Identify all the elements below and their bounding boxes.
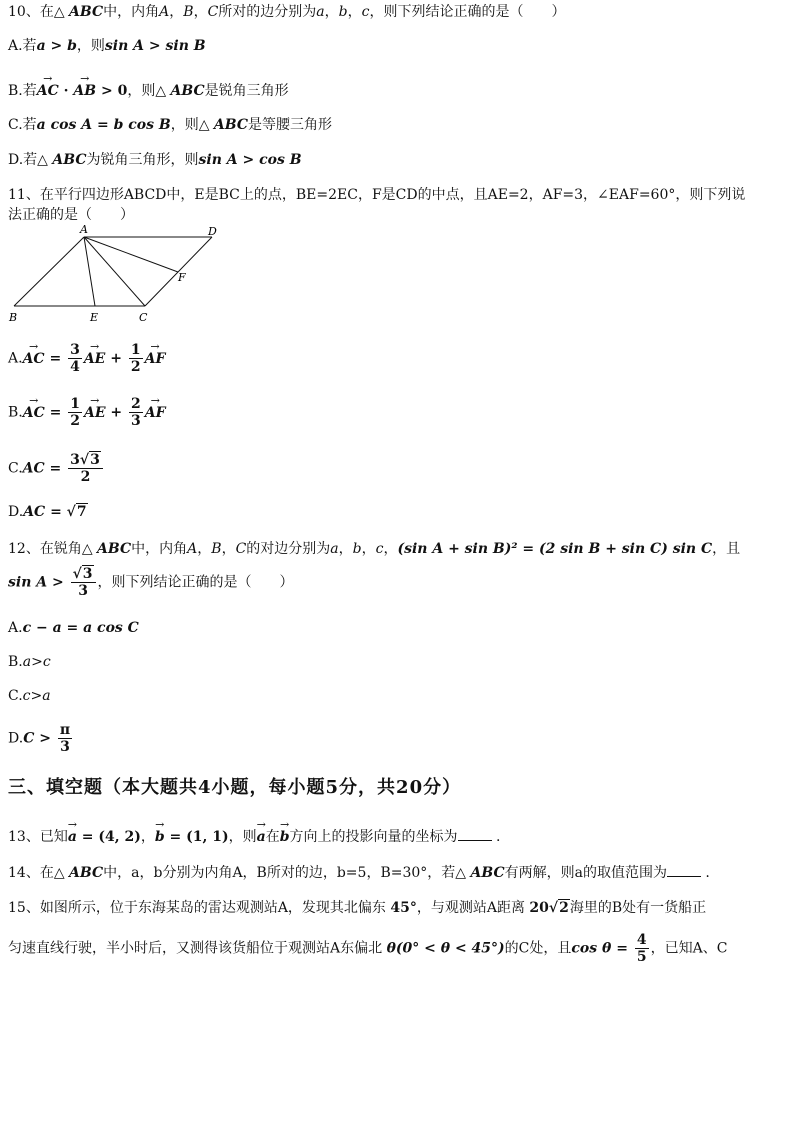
q12-opt-a-text: c − a = a cos C [22,620,139,636]
sqrt: √3 [72,566,93,582]
label-f: F [178,271,186,284]
q15-stem-line1 [8,898,706,918]
q13-answer-blank[interactable] [458,826,492,841]
vector-ae: → AE [84,400,106,423]
vector-a: → a [257,824,266,847]
dot-op: · [58,83,74,99]
label-a: A [80,223,88,236]
den: 4 [70,359,80,375]
sqrt: √2 [548,900,569,916]
vector-ab: → AB [73,78,96,101]
q10-opt-b-end: 是锐角三角形 [204,83,289,99]
label-d: D [208,225,217,238]
q12-stem-line1: 12、在锐角△ ABC中，内角A，B，C的对边分别为a，b，c，(sin A + sin B)² = (2 sin B + sin C) sin C，且 [8,541,741,557]
q10-opt-d-mid: 为锐角三角形，则 [86,152,199,168]
q10-option-a[interactable] [8,36,206,56]
label-b: B [9,311,18,324]
vector-ac: → AC [37,78,59,101]
q10-opt-c-end: 是等腰三角形 [248,117,333,133]
num: π [59,722,71,738]
q11-option-c[interactable] [8,452,105,485]
eq: = [44,350,67,367]
q12-option-a[interactable] [8,618,139,638]
q15-a: 15、如图所示，位于东海某岛的雷达观测站A，发现其北偏东 [8,900,391,916]
q10-num: 10、在△ [8,4,70,20]
q12-option-c[interactable] [8,686,51,706]
parallelogram-figure [0,222,240,327]
q12-equation: (sin A + sin B)² = (2 sin B + sin C) sin C [397,541,713,557]
q11-opt-c-prefix: C. [8,460,23,477]
coef: 3 [70,452,80,468]
den: 3 [78,583,88,599]
q10-opt-a-cond: a > b [36,38,77,54]
q15-line2-c: ，已知A、C [650,940,728,957]
q10-opt-a-res: sin A > sin B [104,38,206,54]
q10-a: a [316,4,325,20]
q10-c: c [361,4,370,20]
q12-B: B [211,541,222,557]
q10-opt-b-abc: ABC [170,83,205,99]
q12-end: ，则下列结论正确的是（ ） [97,574,294,591]
q10-option-b[interactable] [8,78,289,101]
q14-abc2: ABC [470,865,505,881]
sqrt: √3 [79,452,100,468]
q11-option-a[interactable] [8,342,165,375]
q12-stem-line2 [8,566,294,599]
q10-opt-d-res: sin A > cos B [198,152,302,168]
num: 1 [130,342,141,358]
section-title: 三、填空题（本大题共4小题，每小题5分，共20分） [8,777,462,798]
label-c: C [139,311,148,324]
fraction-3sqrt3-2 [68,452,103,485]
radicand: 3 [90,452,100,468]
den: 5 [636,949,647,965]
q10-opt-b-prefix: B.若 [8,83,37,99]
den: 2 [70,413,80,429]
den: 3 [131,413,141,429]
q12-option-b[interactable] [8,652,51,672]
num: 4 [636,932,647,948]
q15-theta: θ(0° < θ < 45°) [386,940,505,957]
q10-opt-c-cond: a cos A = b cos B [36,117,171,133]
q12-sc: c [375,541,384,557]
q14-stem [8,862,710,883]
q11-option-d[interactable] [8,502,88,522]
q10-opt-c-abc: ABC [213,117,249,133]
q13-end: 方向上的投影向量的坐标为 [289,829,458,845]
q11-opt-b-prefix: B. [8,404,23,421]
vector-af: → AF [145,400,166,423]
q12-a: 12、在锐角△ [8,541,98,557]
q10-opt-c-mid: ，则△ [170,117,214,133]
q12-C: C [235,541,247,557]
q10-opt-a-prefix: A.若 [8,38,37,54]
fraction-1-2 [129,342,143,375]
q11-option-b[interactable] [8,396,166,429]
segment-ba [14,237,84,306]
q10-B: B [183,4,194,20]
q15-c: 海里的B处有一货船正 [569,900,707,916]
q10-A: A [159,4,170,20]
q10-opt-a-mid: ，则 [76,38,105,54]
radicand: 7 [76,504,87,520]
q11-opt-c-lhs: AC = [22,460,67,477]
q12-opt-b-prefix: B. [8,654,23,670]
q10-opt-b-mid: ，则△ [127,83,171,99]
vector-af: → AF [145,346,166,369]
plus: + [105,404,128,421]
num: 2 [131,396,141,412]
den: 2 [130,359,141,375]
q15-stem-line2 [8,932,727,965]
q15-coef: 20 [529,900,549,916]
num: 1 [70,396,80,412]
q13-val-b: = (1, 1) [164,829,229,845]
q10-opt-d-abc: ABC [52,152,87,168]
q10-mid: 中，内角 [103,4,160,20]
q12-opt-c-text: c>a [22,688,51,704]
q12-opt-c-prefix: C. [8,688,23,704]
q15-line2-b: 的C处，且 [504,940,572,957]
fraction-4-5 [635,932,649,965]
q12-opt-d-prefix: D. [8,730,24,747]
vector-b: → b [155,824,165,847]
fraction-1-2 [68,396,82,429]
num: 3 [70,342,80,358]
q12-opt-d-lhs: C > [23,730,56,747]
q14-abc: ABC [69,865,104,881]
q11-opt-a-prefix: A. [8,350,23,367]
q12-e: ，且 [712,541,741,557]
q13-val-a: = (4, 2) [76,829,141,845]
fraction-sqrt3-3 [71,566,96,599]
q15-b: ，与观测站A距离 [416,900,530,916]
q13-sep: ， [140,829,155,845]
q11-opt-d-prefix: D. [8,504,24,520]
vector-a: → a [68,824,77,847]
eq: = [44,404,67,421]
q12-d: ， [383,541,398,557]
vector-b: → b [280,824,290,847]
q10-option-d[interactable] [8,150,302,170]
num [68,452,103,469]
q15-line2-a: 匀速直线行驶，半小时后，又测得该货船位于观测站A东偏北 [8,940,387,957]
q10-option-c[interactable] [8,115,332,135]
q10-opt-b-gt: > 0 [96,83,128,99]
segment-af [84,237,178,272]
den: 2 [80,469,91,485]
fraction-2-3 [129,396,143,429]
q15-cos: cos θ = [571,940,633,957]
radicand: 2 [559,900,569,916]
q12-A: A [187,541,198,557]
q13-stem [8,824,500,847]
q10-rest: 所对的边分别为 [218,4,317,20]
q12-b: 中，内角 [131,541,188,557]
q10-b: b [338,4,348,20]
q11-stem-line1: 11、在平行四边形ABCD中，E是BC上的点，BE=2EC，F是CD的中点，且AE=2，AF=3，∠EAF=60°，则下列说 [8,187,746,203]
q10-stem: 10、在△ ABC中，内角A，B，C所对的边分别为a，b，c，则下列结论正确的是（ ） [8,4,566,20]
q12-opt-b-text: a>c [22,654,51,670]
num [71,566,96,583]
q12-option-d[interactable] [8,722,74,755]
label-e: E [90,311,99,324]
vector-ac: → AC [23,400,45,423]
q12-lhs: sin A > [8,574,69,591]
plus: + [105,350,127,367]
q12-sa: a [330,541,339,557]
q10-C: C [207,4,219,20]
q11-stem-line2: 法正确的是（ ） [8,207,134,223]
q13-mid2: 在 [265,829,280,845]
q14-answer-blank[interactable] [667,862,701,877]
den: 3 [60,739,70,755]
q14-prefix: 14、在△ [8,865,70,881]
sqrt: √7 [66,504,87,520]
q10-abc: ABC [69,4,104,20]
q10-opt-d-prefix: D.若△ [8,152,53,168]
q12-opt-a-prefix: A. [8,620,23,636]
vector-ae: → AE [84,346,106,369]
q10-end: ，则下列结论正确的是（ ） [369,4,566,20]
q14-text2: 有两解，则a的取值范围为 [504,865,667,881]
q13-prefix: 13、已知 [8,829,68,845]
q12-sb: b [352,541,362,557]
q14-text1: 中，a，b分别为内角A，B所对的边，b=5，B=30°，若△ [103,865,471,881]
q10-opt-c-prefix: C.若 [8,117,37,133]
q13-mid1: ，则 [228,829,257,845]
vector-ac: → AC [23,346,45,369]
q11-opt-d-lhs: AC = [23,504,67,520]
q13-period: . [495,829,501,845]
q14-period: . [705,865,710,881]
fraction-3-4 [68,342,82,375]
fraction-pi-3 [58,722,72,755]
q12-abc: ABC [97,541,132,557]
radicand: 3 [82,566,93,582]
q12-c: 的对边分别为 [246,541,331,557]
q15-deg: 45° [390,900,417,916]
